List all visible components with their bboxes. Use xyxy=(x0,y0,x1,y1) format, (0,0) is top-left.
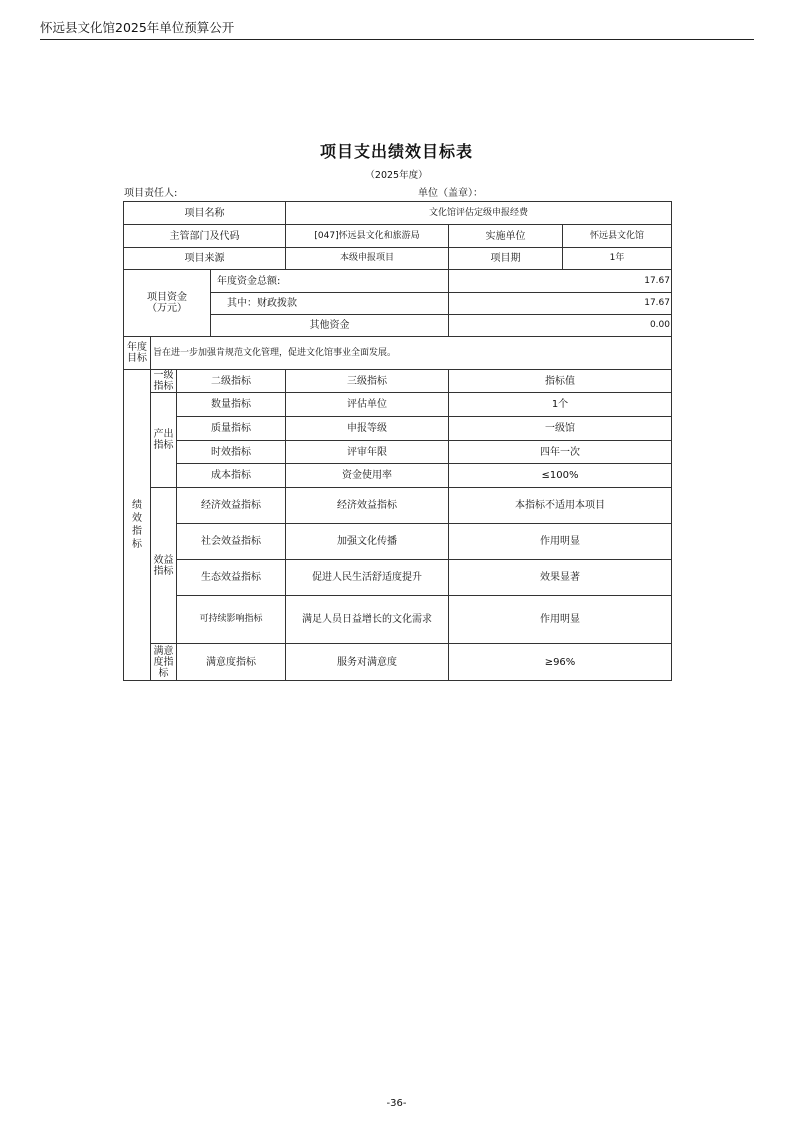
benefit-l3: 加强文化传播 xyxy=(286,524,449,560)
satisfaction-indicator-label xyxy=(151,644,177,681)
benefit-value: 效果显著 xyxy=(449,560,672,596)
funds-other-value: 0.00 xyxy=(449,315,672,337)
level1-header-line: 指标 xyxy=(153,381,174,392)
table-row xyxy=(124,560,672,596)
satisfaction-label-line: 度指 xyxy=(153,656,174,668)
funds-label xyxy=(124,270,211,337)
table-row xyxy=(124,441,672,464)
output-l2: 数量指标 xyxy=(177,393,286,417)
satisfaction-label-line: 标 xyxy=(158,667,169,679)
perf-label-char: 标 xyxy=(132,539,142,550)
table-row xyxy=(124,337,672,370)
perf-label-char: 效 xyxy=(132,513,142,524)
table-row xyxy=(124,225,672,248)
table-row xyxy=(124,393,672,417)
project-name-value: 文化馆评估定级申报经费 xyxy=(286,202,672,225)
output-l3: 资金使用率 xyxy=(286,464,449,488)
output-value: 1个 xyxy=(449,393,672,417)
funds-fiscal-label: 其中：财政拨款 xyxy=(211,293,449,315)
goal-label-line2: 目标 xyxy=(127,353,147,364)
benefit-l3: 促进人民生活舒适度提升 xyxy=(286,560,449,596)
funds-total-value: 17.67 xyxy=(449,270,672,293)
perf-label-char: 绩 xyxy=(132,500,142,511)
perf-indicator-label xyxy=(124,370,151,681)
table-row xyxy=(124,596,672,644)
table-row xyxy=(124,524,672,560)
header-title: 怀远县文化馆2025年单位预算公开 xyxy=(40,20,235,35)
output-value: 一级馆 xyxy=(449,417,672,441)
funds-fiscal-value: 17.67 xyxy=(449,293,672,315)
unit-label: 单位（盖章）： xyxy=(418,188,483,199)
output-l3: 评估单位 xyxy=(286,393,449,417)
benefit-value: 作用明显 xyxy=(449,524,672,560)
year-label: （2025年度） xyxy=(365,170,428,181)
output-l2: 质量指标 xyxy=(177,417,286,441)
output-value: ≤100% xyxy=(449,464,672,488)
annual-goal-text: 旨在进一步加强肯规范文化管理，促进文化馆事业全面发展。 xyxy=(151,337,672,370)
project-name-label: 项目名称 xyxy=(124,202,286,225)
output-l3: 申报等级 xyxy=(286,417,449,441)
table-row xyxy=(124,417,672,441)
output-label-line: 产出 xyxy=(153,429,174,440)
output-label-line: 指标 xyxy=(153,440,174,451)
benefit-label-line: 效益 xyxy=(153,554,174,566)
page-number: -36- xyxy=(386,1098,407,1109)
level1-header-line: 一级 xyxy=(153,370,174,381)
benefit-l2: 经济效益指标 xyxy=(177,488,286,524)
performance-table xyxy=(123,201,672,681)
benefit-indicator-label xyxy=(151,488,177,644)
benefit-l2: 可持续影响指标 xyxy=(177,596,286,644)
benefit-value: 本指标不适用本项目 xyxy=(449,488,672,524)
level2-header: 二级指标 xyxy=(177,370,286,393)
funds-other-label: 其他资金 xyxy=(211,315,449,337)
funds-label-line1: 项目资金 xyxy=(147,292,187,303)
benefit-l3: 经济效益指标 xyxy=(286,488,449,524)
benefit-label-line: 指标 xyxy=(153,565,174,577)
level3-header: 三级指标 xyxy=(286,370,449,393)
output-l2: 成本指标 xyxy=(177,464,286,488)
exec-value: 怀远县文化馆 xyxy=(563,225,672,248)
dept-label: 主管部门及代码 xyxy=(124,225,286,248)
value-header: 指标值 xyxy=(449,370,672,393)
benefit-value: 作用明显 xyxy=(449,596,672,644)
dept-value: [047]怀远县文化和旅游局 xyxy=(286,225,449,248)
output-value: 四年一次 xyxy=(449,441,672,464)
output-l2: 时效指标 xyxy=(177,441,286,464)
exec-label: 实施单位 xyxy=(449,225,563,248)
header-rule xyxy=(40,39,754,40)
page-title: 项目支出绩效目标表 xyxy=(319,142,473,161)
source-label: 项目来源 xyxy=(124,248,286,270)
satisfaction-l3: 服务对满意度 xyxy=(286,644,449,681)
perf-label-char: 指 xyxy=(132,526,142,537)
table-row xyxy=(124,270,672,293)
period-value: 1年 xyxy=(563,248,672,270)
period-label: 项目期 xyxy=(449,248,563,270)
satisfaction-l2: 满意度指标 xyxy=(177,644,286,681)
satisfaction-value: ≥96% xyxy=(449,644,672,681)
benefit-l2: 生态效益指标 xyxy=(177,560,286,596)
table-row xyxy=(124,370,672,393)
table-row xyxy=(124,464,672,488)
funds-total-label: 年度资金总额: xyxy=(211,270,449,293)
table-row xyxy=(124,202,672,225)
output-indicator-label xyxy=(151,393,177,488)
table-row xyxy=(124,644,672,681)
table-row xyxy=(124,488,672,524)
funds-label-line2: （万元） xyxy=(147,303,187,314)
goal-label-line1: 年度 xyxy=(127,342,147,353)
annual-goal-label xyxy=(124,337,151,370)
benefit-l2: 社会效益指标 xyxy=(177,524,286,560)
benefit-l3: 满足人员日益增长的文化需求 xyxy=(286,596,449,644)
level1-header xyxy=(151,370,177,393)
source-value: 本级申报项目 xyxy=(286,248,449,270)
table-row xyxy=(124,248,672,270)
satisfaction-label-line: 满意 xyxy=(153,645,174,657)
output-l3: 评审年限 xyxy=(286,441,449,464)
responsible-label: 项目责任人: xyxy=(124,188,178,199)
